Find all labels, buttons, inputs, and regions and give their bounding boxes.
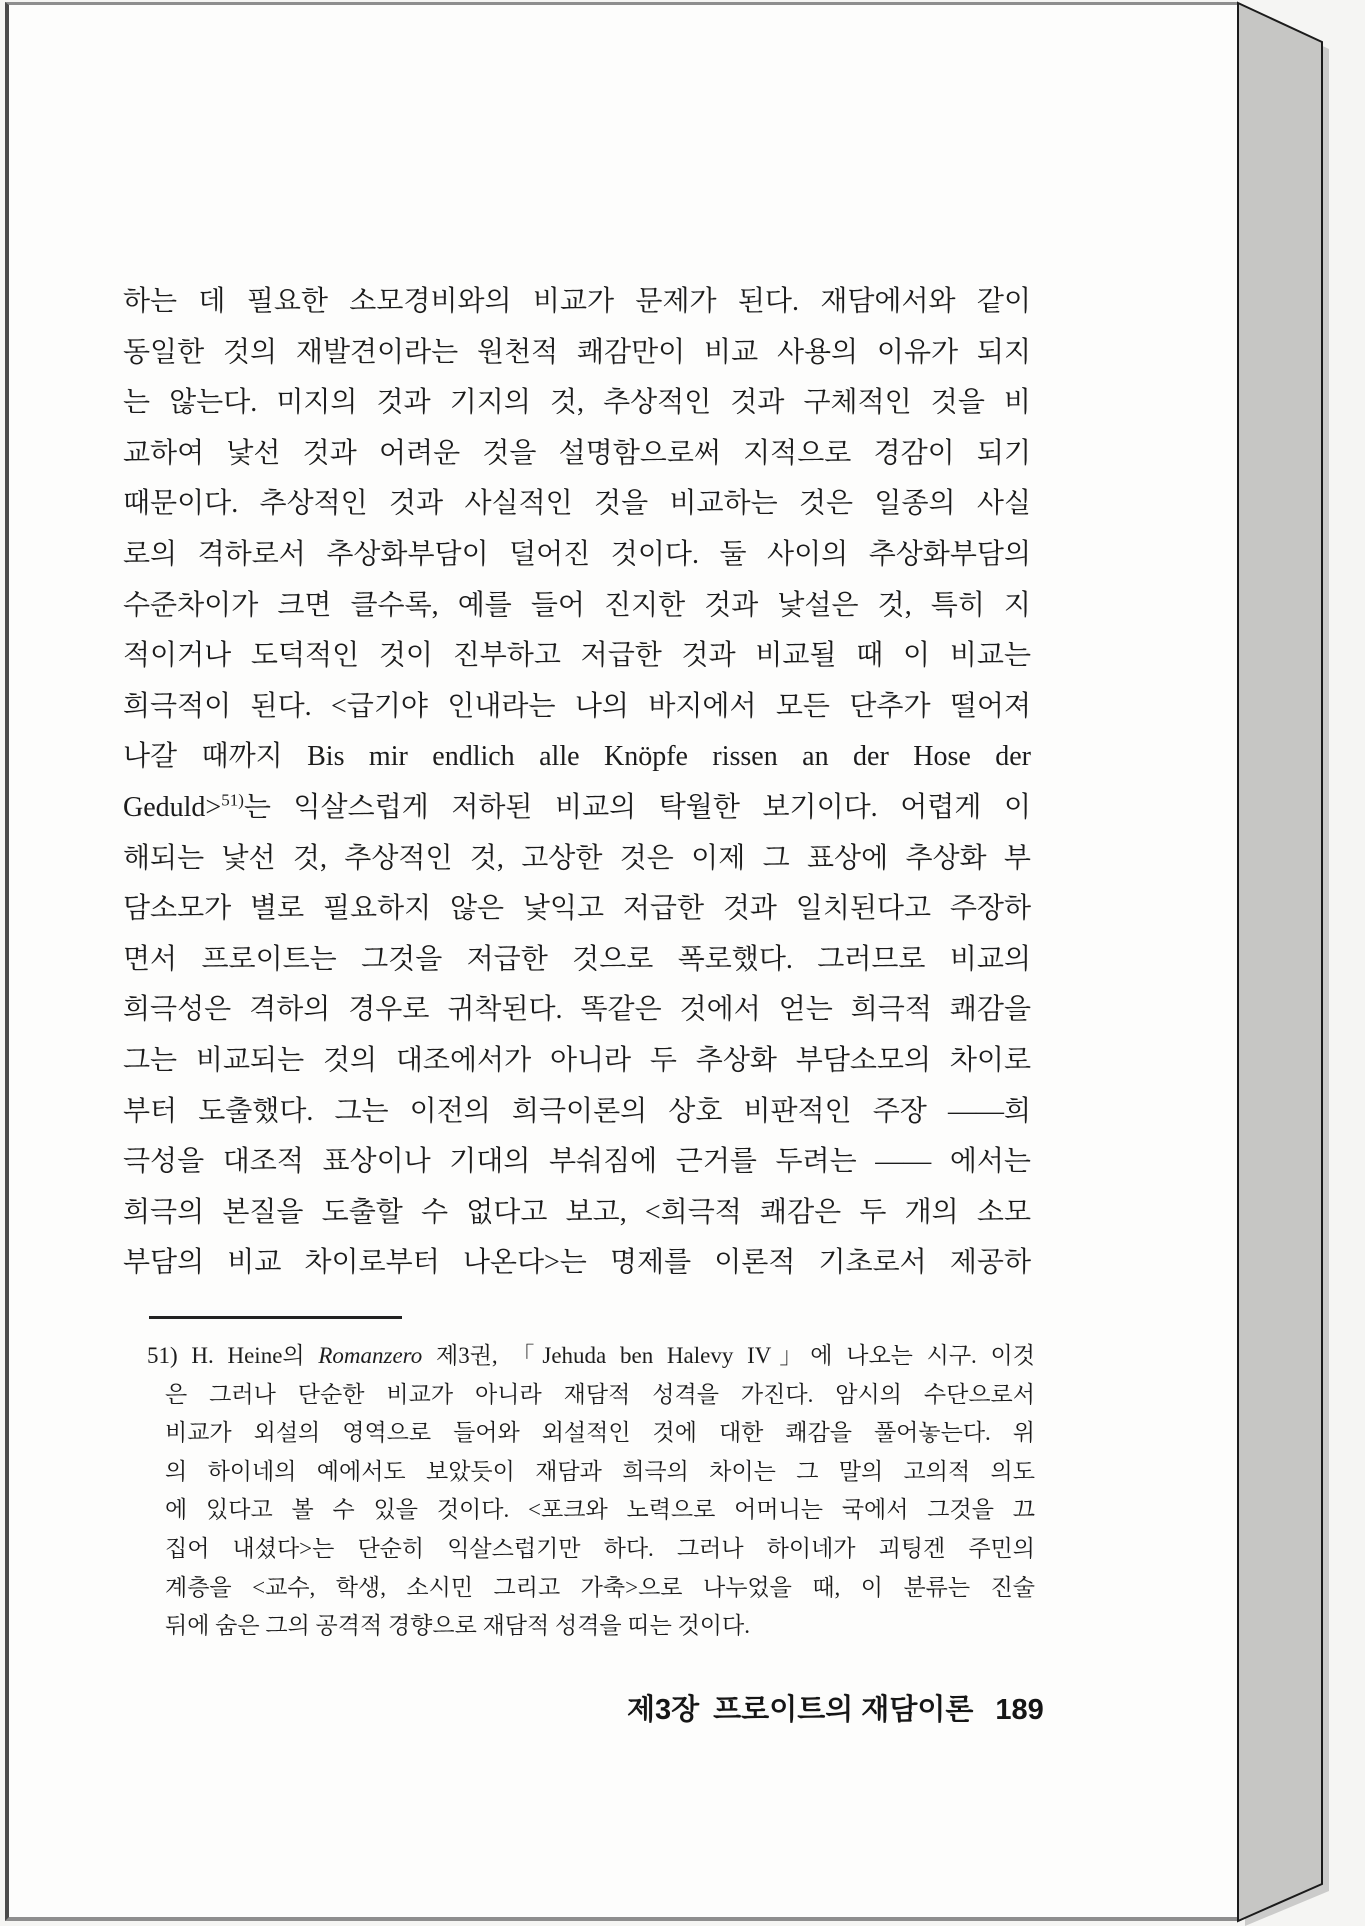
running-footer [627,1687,1044,1728]
body-line: 부담의 비교 차이로부터 나온다>는 명제를 이론적 기초로서 제공하 [123,1247,1031,1279]
running-title: 프로이트의 재담이론 [713,1694,974,1726]
body-line-german-quote: 나갈 때까지 Bis mir endlich alle Knöpfe rissen an der Hose der [123,741,1031,773]
footnote-line [147,1337,1035,1376]
body-line: 적이거나 도덕적인 것이 진부하고 저급한 것과 비교될 때 이 비교는 [123,640,1031,672]
footnote-block [147,1337,1035,1646]
footnote-line: 집어 내셨다>는 단순히 익살스럽기만 하다. 그러나 하이네가 괴팅겐 주민의 [165,1535,1035,1561]
body-line: 희극의 본질을 도출할 수 없다고 보고, <희극적 쾌감은 두 개의 소모 [123,1196,1031,1228]
body-line: 하는 데 필요한 소모경비와의 비교가 문제가 된다. 재담에서와 같이 [123,286,1031,317]
body-line: 때문이다. 추상적인 것과 사실적인 것을 비교하는 것은 일종의 사실 [123,488,1031,520]
body-line: 희극성은 격하의 경우로 귀착된다. 똑같은 것에서 얻는 희극적 쾌감을 [123,994,1031,1026]
footnote-text: 제3권, 「Jehuda ben Halevy IV」에 나오는 시구. 이것 [422,1343,1035,1368]
book-page [5,2,1238,1921]
body-line [123,783,1031,834]
body-line: 해되는 낯선 것, 추상적인 것, 고상한 것은 이제 그 표상에 추상화 부 [123,842,1031,874]
body-line: 희극적이 된다. <급기야 인내라는 나의 바지에서 모든 단추가 떨어져 [123,690,1031,722]
footnote-line: 뒤에 숨은 그의 공격적 경향으로 재담적 성격을 띠는 것이다. [165,1613,750,1639]
body-line: 수준차이가 크면 클수록, 예를 들어 진지한 것과 낯설은 것, 특히 지 [123,589,1031,621]
body-line-continuation: 는 익살스럽게 저하된 비교의 탁월한 보기이다. 어렵게 이 [243,791,1031,823]
body-line: 로의 격하로서 추상화부담이 덜어진 것이다. 둘 사이의 추상화부담의 [123,538,1031,570]
body-line: 동일한 것의 재발견이라는 원천적 쾌감만이 비교 사용의 이유가 되지 [123,336,1031,368]
chapter-label: 제3장 [627,1694,700,1726]
body-line: 담소모가 별로 필요하지 않은 낯익고 저급한 것과 일치된다고 주장하 [123,893,1031,925]
body-line: 그는 비교되는 것의 대조에서가 아니라 두 추상화 부담소모의 차이로 [123,1044,1031,1076]
footnote-number: 51) [147,1343,192,1368]
footnote-line: 계층을 <교수, 학생, 소시민 그리고 가축>으로 나누었을 때, 이 분류는 진술 [165,1574,1035,1600]
page-number: 189 [995,1694,1044,1726]
body-line: 극성을 대조적 표상이나 기대의 부숴짐에 근거를 두려는 —— 에서는 [123,1146,1031,1178]
book-title-romanzero: Romanzero [318,1343,423,1368]
fore-edge-face [1238,3,1322,1921]
body-line: 는 않는다. 미지의 것과 기지의 것, 추상적인 것과 구체적인 것을 비 [123,387,1031,419]
quote-end: Geduld> [123,791,222,823]
body-line: 부터 도출했다. 그는 이전의 희극이론의 상호 비판적인 주장 ——희 [123,1095,1031,1127]
fore-edge-shadow [1245,10,1329,1926]
footnote-line: 비교가 외설의 영역으로 들어와 외설적인 것에 대한 쾌감을 풀어놓는다. 위 [165,1420,1035,1446]
footnote-line: 은 그러나 단순한 비교가 아니라 재담적 성격을 가진다. 암시의 수단으로서 [165,1381,1035,1407]
footnote-separator-rule [149,1316,402,1319]
footnote-text: H. Heine의 [191,1343,319,1368]
body-line: 면서 프로이트는 그것을 저급한 것으로 폭로했다. 그러므로 비교의 [123,943,1031,975]
body-line: 교하여 낯선 것과 어려운 것을 설명함으로써 지적으로 경감이 되기 [123,437,1031,469]
body-paragraph [123,277,1031,1289]
footnote-line: 의 하이네의 예에서도 보았듯이 재담과 희극의 차이는 그 말의 고의적 의도 [165,1458,1035,1484]
footnote-line: 에 있다고 볼 수 있을 것이다. <포크와 노력으로 어머니는 국에서 그것을 끄 [165,1497,1035,1523]
footnote-reference-51: 51) [221,790,244,810]
